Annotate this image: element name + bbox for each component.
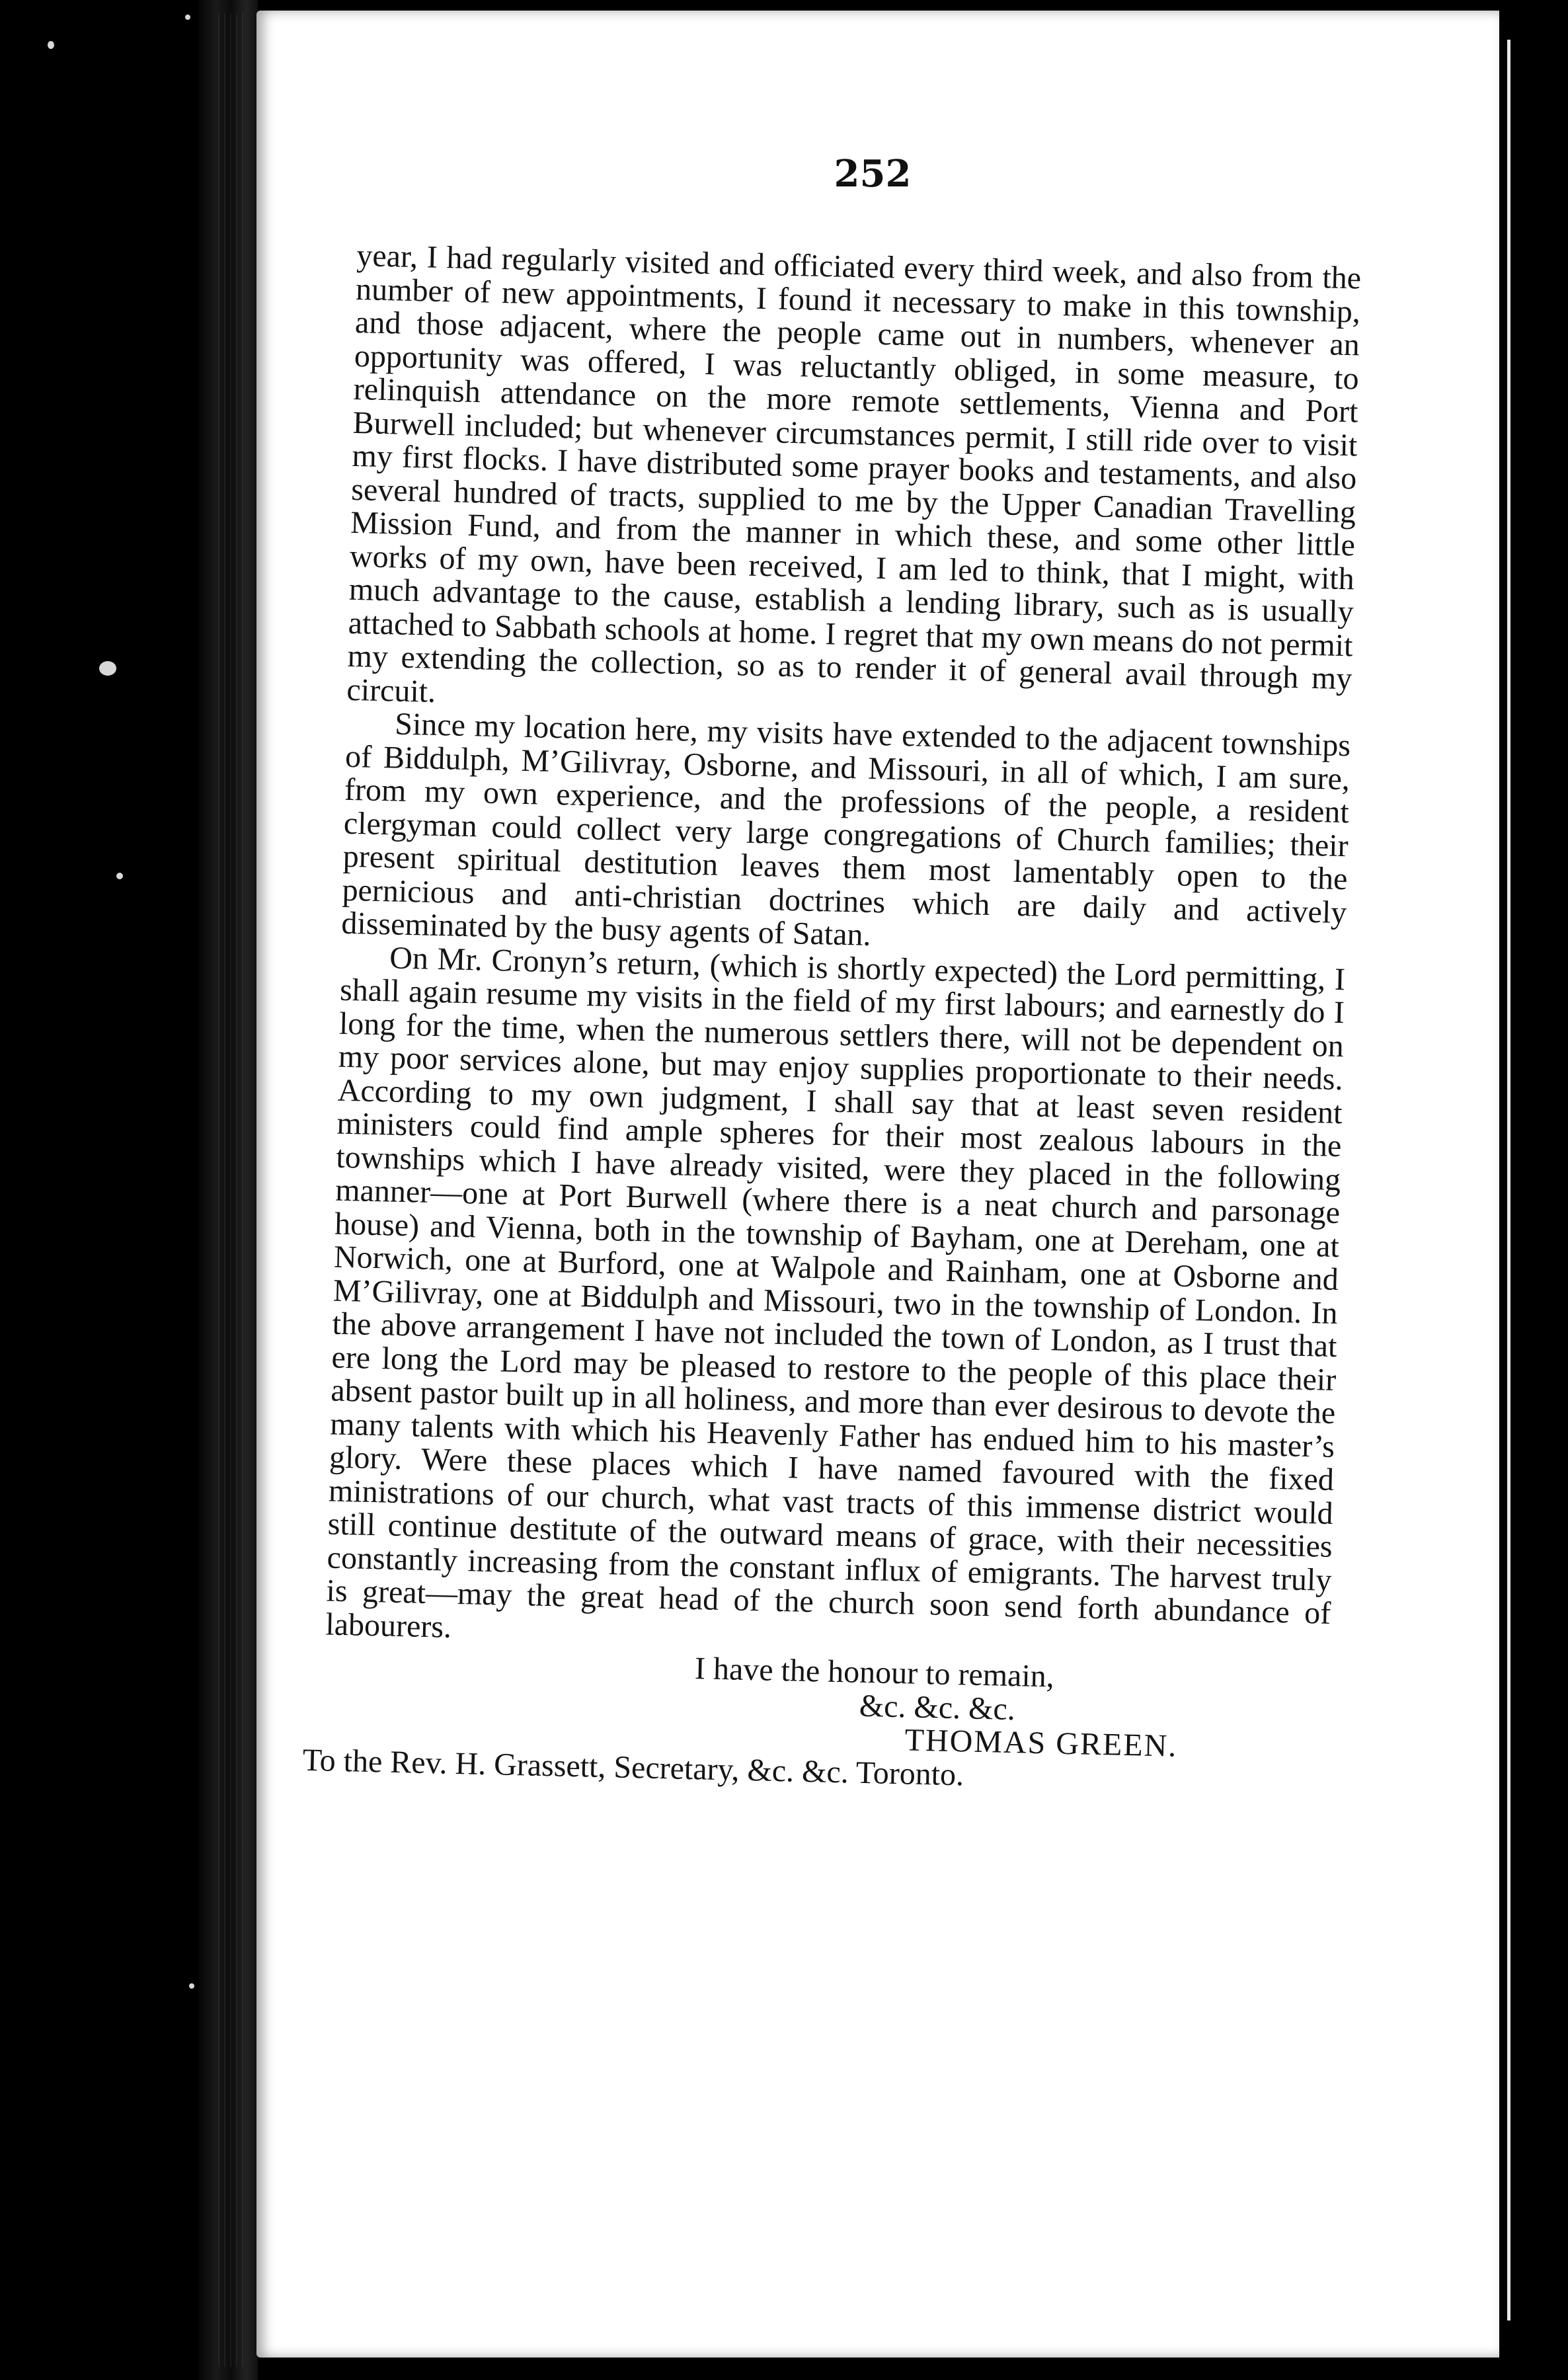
adjacent-page-edge-line	[1507, 40, 1510, 2320]
closing-etc: &c. &c. &c.	[859, 1688, 1016, 1727]
spine-texture	[218, 13, 245, 2367]
dust-speck	[185, 15, 190, 20]
dust-speck	[189, 1983, 194, 1989]
paragraph-continuation: year, I had regularly visited and officiated every third week, and also from the number of new appointments, I found it necessary to make in this township, and those adjacent, where the people came out in numbers, whenever an opportunity was offered, I was reluctantly obliged, in some measure, to relinquish attendance on the more remote settlements, Vienna and Port Burwell included; but whenever circumstances permit, I still ride over to visit my first flocks. I have distributed some prayer books and testaments, and also several hundred of tracts, supplied to me by the Upper Canadian Travelling Mission Fund, and from the manner in which these, and some other little works of my own, have been received, I am led to think, that I might, with much advantage to the cause, establish a lending library, such as is usually attached to Sabbath schools at home. I regret that my own means do not permit my extending the collection, so as to render it of general avail through my circuit.	[346, 238, 1362, 709]
dust-speck	[48, 41, 54, 49]
recipient-address: To the Rev. H. Grassett, Secretary, &c. &c. Toronto.	[302, 1742, 964, 1792]
closing-salutation: I have the honour to remain,	[694, 1651, 1055, 1694]
signature: THOMAS GREEN.	[904, 1722, 1178, 1764]
page-number: 252	[834, 152, 912, 196]
paragraph: Since my location here, my visits have extended to the adjacent townships of Biddulph, M’Gilivray, Osborne, and Missouri, in all of which, I am sure, from my own experience, and the professions of the people, a resident clergyman could collect very large congregations of Church families; their present spiritual destitution leaves them most lamentably open to the pernicious and anti-christian doctrines which are daily and actively disseminated by the busy agents of Satan.	[340, 706, 1351, 953]
dust-speck	[116, 873, 123, 879]
paragraph: On Mr. Cronyn’s return, (which is shortly expected) the Lord permitting, I shall again resume my visits in the field of my first labours; and earnestly do I long for the time, when the numerous settlers there, will not be dependent on my poor services alone, but may enjoy supplies proportionate to their needs. According to my own judgment, I shall say that at least seven resident ministers could find ample spheres for their most zealous labours in the townships which I have already visited, were they placed in the following manner—one at Port Burwell (where there is a neat church and parsonage house) and Vienna, both in the township of Bayham, one at Dereham, one at Norwich, one at Burford, one at Walpole and Rainham, one at Osborne and M’Gilivray, one at Biddulph and Missouri, two in the township of London. In the above arrangement I have not included the town of London, as I trust that ere long the Lord may be pleased to restore to the people of this place their absent pastor built up in all holiness, and more than ever desirous to devote the many talents with which his Heavenly Father has endued him to his master’s glory. Were these places which I have named favoured with the fixed ministrations of our church, what vast tracts of this immense district would still continue destitute of the outward means of grace, with their necessities constantly increasing from the constant influx of emigrants. The harvest truly is great—may the great head of the church soon send forth abundance of labourers.	[325, 939, 1346, 1645]
dust-speck	[99, 661, 116, 676]
letter-text	[302, 238, 1362, 1800]
